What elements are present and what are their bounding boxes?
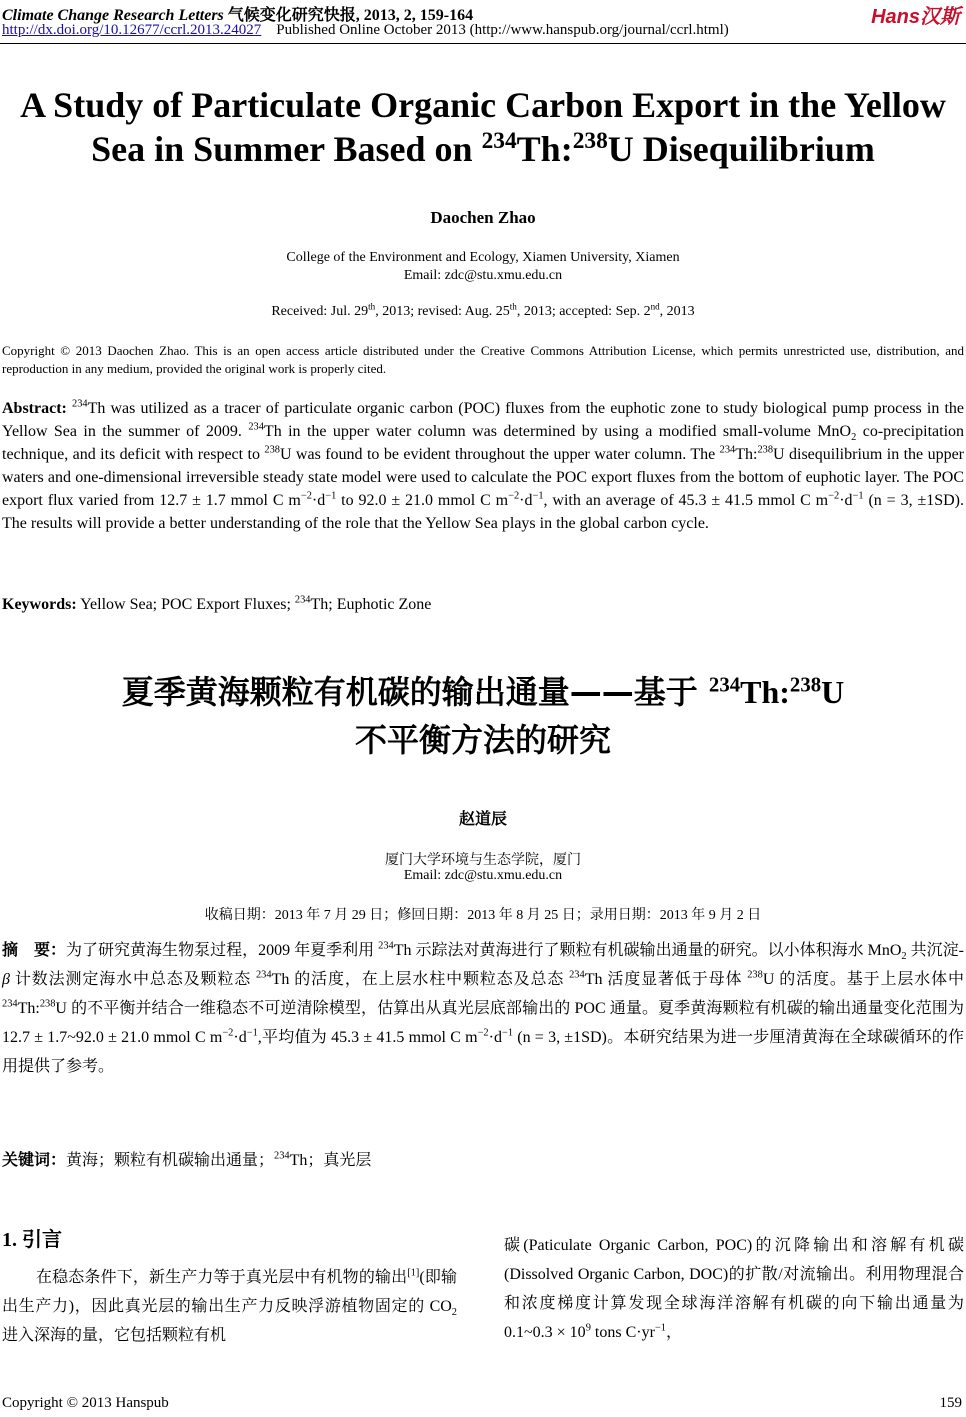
cn-email: Email: zdc@stu.xmu.edu.cn xyxy=(403,868,563,883)
journal-issue: , 2013, 2, 159-164 xyxy=(355,7,474,24)
right-column-text: 碳(Paticulate Organic Carbon, POC)的沉降输出和溶解有机碳(Dissolved Organic Carbon, DOC)的扩散/对流输出。利用物理混合和浓度梯度计算发现全球海洋溶解有机碳的向下输出通量为 0.1~0.3 × $10^9$ tons $C\cdot yr^{-1}$， xyxy=(504,1237,964,1341)
cn-abstract-label: 摘 要： xyxy=(2,942,67,959)
section-heading-introduction: 1. 引言 xyxy=(2,1229,62,1251)
chinese-abstract: 摘 要：为了研究黄海生物泵过程，2009 年夏季利用 $^{234}$Th 示踪法对黄海进行了颗粒有机碳输出通量的研究。以小体积海水 MnO$_2$ 共沉淀-β 计数法测定海水中总态及颗粒态 $^{234}$Th 的活度，在上层水柱中颗粒态及总态 $^{234}$Th 活度显著低于母体 $^{238}$U 的活度。基于上层水体中 $^{234}$Th:$^{238}$U 的不平衡并结合一维稳态不可逆清除模型，估算出从真光层底部输出的 POC 通量。夏季黄海颗粒有机碳的输出通量变化范围为 12.7 ± 1.7~92.0 ± 21.0 mmol C $m^{-2}\cdot d^{-1}$,平均值为 45.3 ± 41.5 mmol C $m^{-2}\cdot d^{-1}$ (n = 3, ±1SD)。本研究结果为进一步厘清黄海在全球碳循环的作用提供了参考。 xyxy=(2,940,964,1075)
journal-name: Climate Change Research Letters xyxy=(2,7,224,24)
title-line-2: Sea in Summer Based on $^{234}$Th:$^{238}$U Disequilibrium xyxy=(91,128,875,169)
received-dates: Received: Jul. 29th, 2013; revised: Aug. 25th, 2013; accepted: Sep. 2nd, 2013 xyxy=(271,301,695,319)
chinese-keywords: 关键词：黄海；颗粒有机碳输出通量；$^{234}$Th；真光层 xyxy=(2,1150,372,1169)
paper-title xyxy=(0,83,966,171)
affiliation: College of the Environment and Ecology, Xiamen University, Xiamen xyxy=(286,250,680,265)
chinese-title xyxy=(0,668,966,764)
cn-title-line-1: 夏季黄海颗粒有机碳的输出通量——基于 $^{234}$Th:$^{238}$U xyxy=(121,673,845,711)
cn-affiliation: 厦门大学环境与生态学院，厦门 xyxy=(385,853,581,868)
english-keywords: Keywords: Yellow Sea; POC Export Fluxes; $^{234}$Th; Euphotic Zone xyxy=(2,594,432,613)
title-line-1: A Study of Particulate Organic Carbon Export in the Yellow xyxy=(20,85,946,125)
cn-author-name: 赵道辰 xyxy=(458,811,507,828)
header-rule xyxy=(0,43,966,44)
page-number: 159 xyxy=(939,1395,962,1411)
cn-title-line-2: 不平衡方法的研究 xyxy=(354,721,611,759)
doi-line xyxy=(2,22,729,39)
cn-received-dates: 收稿日期：2013 年 7 月 29 日；修回日期：2013 年 8 月 25 日；录用日期：2013 年 9 月 2 日 xyxy=(204,908,762,923)
footer-copyright: Copyright © 2013 Hanspub xyxy=(2,1395,169,1411)
left-column-text: 在稳态条件下，新生产力等于真光层中有机物的输出[1](即输出生产力)，因此真光层的输出生产力反映浮游植物固定的 $CO_2$ 进入深海的量，它包括颗粒有机 xyxy=(2,1267,457,1344)
doi-link[interactable]: http://dx.doi.org/10.12677/ccrl.2013.24027 xyxy=(2,22,262,38)
journal-name-cn: 气候变化研究快报 xyxy=(227,7,356,24)
author-email: Email: zdc@stu.xmu.edu.cn xyxy=(403,268,563,283)
abstract-label: Abstract: xyxy=(2,400,67,417)
hans-logo: Hans汉斯 xyxy=(871,6,960,28)
copyright-notice: Copyright © 2013 Daochen Zhao. This is an open access article distributed under the Creative Commons Attribution License, which permits unrestricted use, distribution, and reproduction in any medium, provided the original work is properly cited. xyxy=(2,343,964,376)
author-name: Daochen Zhao xyxy=(430,208,536,227)
english-abstract: Abstract: $^{234}$Th was utilized as a tracer of particulate organic carbon (POC) fluxes from the euphotic zone to study biological pump process in the Yellow Sea in the summer of 2009. $^{234}$Th in the upper water column was determined by using a modified small-volume MnO$_2$ co-precipitation technique, and its deficit with respect to $^{238}$U was found to be evident throughout the upper water column. The $^{234}$Th:$^{238}$U disequilibrium in the upper waters and one-dimensional irreversible steady state model were used to calculate the POC export fluxes from the bottom of euphotic layer. The POC export flux varied from 12.7 ± 1.7 mmol C $m^{-2}\cdot d^{-1}$ to 92.0 ± 21.0 mmol C $m^{-2}\cdot d^{-1}$, with an average of 45.3 ± 41.5 mmol C $m^{-2}\cdot d^{-1}$ (n = 3, ±1SD). The results will provide a better understanding of the role that the Yellow Sea plays in the global carbon cycle. xyxy=(2,398,965,532)
published-online: Published Online October 2013 (http://www.hanspub.org/journal/ccrl.html) xyxy=(276,22,729,38)
